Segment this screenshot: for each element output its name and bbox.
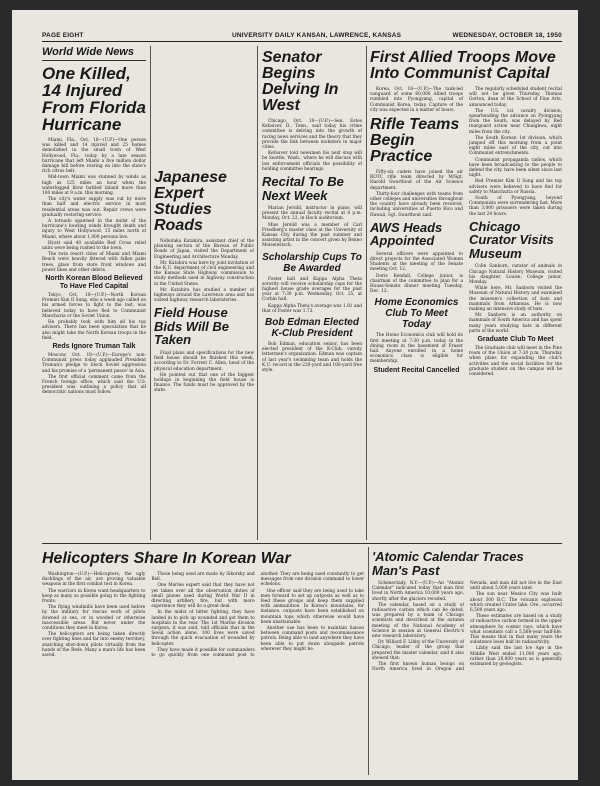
article-paragraph: The calendar, based on a study of radioactive carbon which can be dated, was prepared by a team of Chicago scientists and described at the autumn meeting of the National Academy of Science in session at General Electric's new research laboratory. xyxy=(372,602,464,640)
two-column-body xyxy=(42,572,364,658)
article-paragraph: While here, Mr. Sanborn visited the Museum of Natural History and examined the museum's collection of bats and mammals from Arkansas. He is now making an intensive study of bats. xyxy=(469,286,562,312)
column-allied-troops xyxy=(370,46,562,540)
newspaper-page xyxy=(12,10,578,780)
headline-helicopters: Helicopters Share In Korean War xyxy=(42,550,291,567)
article-paragraph: Dr. Willard F. Libby of the University of Chicago, leader of the group that prepared the master calendar, said it also showed that: xyxy=(372,640,464,661)
article-atomic-calendar xyxy=(372,547,562,775)
article-paragraph: The first official comment came from the French foreign office, which said the U.S. president was outlining a policy that all democratic nations must follow. xyxy=(42,374,146,396)
column-rule xyxy=(257,46,258,540)
article-paragraph: The Graduate club will meet in the Pine room of the Union at 7:30 p.m. Thursday when plans for expanding the club's activities and the social facilities for the graduate student on the campus will be considered. xyxy=(469,346,562,378)
article-paragraph: Chicago, Oct. 18—(U.P.)—Sen. Estes Kefauver, D., Tenn., said today his crime committee is delving into the growth of racing news services and the theory that they provide the link between mobsters in major cities. xyxy=(262,119,362,151)
article-paragraph: The city's water supply was cut by more than half and electric service in most residential areas was out. Repair crews were gradually restoring service. xyxy=(42,197,146,218)
article-paragraph: He probably took with him all his top advisers. There has been speculation that he also might take the North Korean troops in the field. xyxy=(42,320,146,341)
column-japanese-expert xyxy=(154,46,254,540)
article-paragraph: Another use has been to maintain liaison between command posts and reconnaissance patrols. Being able to land anywhere they have been able to put down alongside patrols wherever they might be. xyxy=(260,626,364,652)
headline-graduate-club: Graduate Club To Meet xyxy=(477,336,554,344)
article-paragraph: The U.S. 1st cavalry division, spearheading the advance on Pyongyang from the South, was delayed by Red rearguard action near Chunghwa, eight miles from the city. xyxy=(469,108,562,135)
column-world-news xyxy=(42,46,146,540)
headline-home-ec: Home Economics Club To Meet Today xyxy=(374,297,459,331)
article-paragraph: Fifty-six cadets have joined the air ROTC rifle team directed by M/Sgt. Harold Swarthout of the Air Science department. xyxy=(370,170,463,191)
column-rule xyxy=(368,547,369,775)
headline-rifle-teams: Rifle Teams Begin Practice xyxy=(370,116,460,166)
page-number: PAGE EIGHT xyxy=(42,32,84,39)
article-paragraph: Mr. Katahira has studied a number of highways around the Lawrence area and has visited highway research laboratories. xyxy=(154,287,254,304)
article-paragraph: Final plans and specifications for the new field house should be finished this week, according to Dr. Forrest C. Allen, head of the physical education department. xyxy=(154,350,254,372)
article-paragraph: Foster hall and Kappa Alpha Theta sorority will receive scholarship cups for the highest house grade averages for the past year at 7:30 p.m. Wednesday, Oct. 25, at Corbin hall. xyxy=(262,276,362,303)
headline-scholarship: Scholarship Cups To Be Awarded xyxy=(262,251,362,274)
article-paragraph: Miss Jersild was a member of Carl Friedberg's master class at the University of Kansas City during the past summer and assisting artist in the concert given by Benno Moiseiwitsch. xyxy=(262,222,362,249)
article-paragraph: Kappa Alpha Theta's average was 1.81 and that of Foster was 1.73. xyxy=(262,303,362,314)
article-paragraph: Tokyo, Oct. 18—(U.P.)—North Korean Premier Kim Il Sung, who a week ago called on his armed forces to fight to the last, was believed today to have fled to Communist Manchuria or the Soviet Union. xyxy=(42,293,146,319)
article-paragraph: One officer said they are being used to take men forward to set up outposts as well as to feed these groups and keep them supplied with ammunition. In Korea's mountains, for instance, outposts have been established on mountain tops which otherwise would have been unattainable. xyxy=(260,588,364,625)
column-rule xyxy=(150,46,151,540)
headline-japanese-expert: Japanese Expert Studies Roads xyxy=(154,169,227,234)
article-paragraph: In the midst of bitter fighting, they have landed in to pick up wounded and got them to hospitals in the rear. The 1st Marine division surgeon, it was said, told officials that in the Seoul action alone, 100 lives were saved through the quick evacuation of wounded by helicopter. xyxy=(151,610,255,647)
section-label: World Wide News xyxy=(42,46,146,61)
headline-field-house: Field House Bids Will Be Taken xyxy=(154,305,230,348)
article-paragraph: The helicopters are being taken directly over fighting lines and far into enemy territory, snatching shot-down pilots virtually from the hands of the Reds. Many a man's life has been saved. xyxy=(42,632,146,659)
article-paragraph: Those being used are made by Sikorsky and Bell. xyxy=(151,572,255,583)
article-paragraph: The first known human beings on North America lived in Oregon and Nevada, and man did not live in the East until about 5,000 years later. xyxy=(372,581,562,673)
article-paragraph: Thirty-four challenges with teams from other colleges and universities throughout the country have already been received, including universities at Puerto Rico and Hawaii, Sgt. Swarthout said. xyxy=(370,191,463,218)
headline-chicago-curator: Chicago Curator Visits Museum xyxy=(469,218,554,261)
headline-student-recital: Student Recital Cancelled xyxy=(373,366,460,374)
article-paragraph: Bob Edman, education senior, has been elected president of the K-Club, varsity lettermen's organization. Edman was captain of last year's swimming team and holds the K.U. record in the 220-yard and 100-yard free style. xyxy=(262,342,362,374)
newspaper-name: UNIVERSITY DAILY KANSAN, LAWRENCE, KANSAS xyxy=(232,32,402,39)
headline-hurricane: One Killed, 14 Injured From Florida Hurricane xyxy=(42,64,146,134)
article-paragraph: Nobutaka Katahira, assistant chief of the planning section of the Bureau of Public Roads of Japan, visited the Department of Engineering and Architecture Monday. xyxy=(154,239,254,260)
article-paragraph: Mr. Sanborn is an authority on mammals of South America and has spent many years studying bats in different parts of the world. xyxy=(469,313,562,334)
article-paragraph: Libby said the last Ice Age in the Middle West ended 11,000 years ago, rather than 20,000 years as is generally estimated by geologists. xyxy=(470,646,562,668)
headline-aws: AWS Heads Appointed xyxy=(370,219,443,249)
article-paragraph: The Home Economics club will hold its first meeting at 7:30 p.m. today in the dining room in the basement of Fraser hall. Anyone enrolled in a home economics class is eligible for membership. xyxy=(370,333,463,365)
column-gap xyxy=(154,46,254,166)
horizontal-rule xyxy=(42,543,562,544)
article-paragraph: Red Premier Kim Il Sung and his top advisers were believed to have fled for safety to Manchuria or Russia. xyxy=(469,179,562,195)
article-paragraph: A tornado spawned in the midst of the hurricane's howling winds brought death and injury to West Hollywood, 15 miles north of Miami, where about 1,000 persons live. xyxy=(42,219,146,240)
article-paragraph: The flying windmills have been used before by the military for rescue work of pilots downed at sea, or in wooded or otherwise inaccessible areas. But never under the conditions they meet in Korea. xyxy=(42,605,146,632)
article-paragraph: Hyatt said 40 available Red Cross relief units were being rushed to the town. xyxy=(42,240,146,252)
article-paragraph: The warriors in Korea want headquarters to keep as many as possible going to the fighting fronts. xyxy=(42,588,146,605)
article-paragraph: Mid-town Miami was stunned by winds as high as 125 miles an hour when the waterlogged blow battled inland more than 100 miles at 9 a.m. this morning. xyxy=(42,175,146,197)
article-paragraph: Communist propaganda radios, which have been broadcasting to the people to defend the city, have been silent since last night. xyxy=(469,157,562,179)
article-paragraph: One Marine expert said that they have not yet taken over all the observation duties of small planes used during World War II in directing artillery fire, but with more experience they will do a great deal. xyxy=(151,583,255,610)
article-paragraph: Washington—(U.P.)—Helicopters, the ugly ducklings of the air, are proving valuable weapons in the first combat test in Korea. xyxy=(42,572,146,588)
article-paragraph: Marian Jersild, instructor in piano, will present the annual faculty recital at 8 p.m. Monday, Oct. 23, in Hoch auditorium. xyxy=(262,206,362,222)
headline-senator: Senator Begins Delving In West xyxy=(262,49,339,114)
article-paragraph: He pointed out that one of the biggest holdups in beginning the field house is finance. The funds must be approved by the state. xyxy=(154,372,254,394)
article-paragraph: The twin resort cities of Miami and Miami Beach were heavily littered with fallen palm trees, glass from store front windows and power lines and other debris. xyxy=(42,252,146,273)
headline-kclub: Bob Edman Elected K-Club President xyxy=(265,317,359,340)
two-column-body xyxy=(370,87,562,377)
article-paragraph: Several officers were appointed to direct projects for the Associated Women Students at the meeting of the Senate meeting Oct. 12. xyxy=(370,251,463,273)
subheadline-korean: North Korean Blood Believed To Have Fled Capital xyxy=(45,275,143,291)
article-paragraph: The South Korean 1st division, which jumped off this morning from a point eight miles east of the city, cut into Communist entrenchments. xyxy=(469,135,562,157)
issue-date: WEDNESDAY, OCTOBER 18, 1950 xyxy=(452,32,562,39)
article-paragraph: South of Pyongyang, beyond Communists were surrendering fast. More than 3,000 prisoners were taken during the last 24 hours. xyxy=(469,196,562,217)
two-column-body xyxy=(372,581,562,672)
article-paragraph: Schenectady, N.Y.—(U.P.)—An "Atomic Calendar" indicated today that man first lived in North America 10,000 years ago, shortly after the glaciers receded. xyxy=(372,581,464,602)
column-rule xyxy=(366,46,367,540)
headline-allied-troops: First Allied Troops Move Into Communist Capital xyxy=(370,49,556,82)
masthead xyxy=(42,30,562,42)
headline-atomic-calendar: 'Atomic Calendar Traces Man's Past xyxy=(372,549,524,578)
article-paragraph: Moscow, Oct. 18—(U.P.)—Europe's non-Communist press today applauded President Truman's pledge to block Soviet aggression and his promise of a 'permanent peace' in Asia. xyxy=(42,352,146,374)
article-paragraph: Miami, Fla., Oct. 18—(U.P.)—One person was killed and 14 injured and 25 homes demolished in the small town of West Hollywood, Fla., today by a late season hurricane that left Miami a five million dollar damage bill before roaring on into the state's rich citrus belt. xyxy=(42,138,146,175)
article-paragraph: The regularly scheduled student recital will not be given Thursday, Thomas Gorton, dean of the School of Fine Arts, announced today. xyxy=(469,87,562,108)
subheadline-truman: Reds Ignore Truman Talk xyxy=(52,342,136,350)
article-paragraph: Doris Kendall, College junior, is chairman of the committee to plan for a House-Senate dinner meeting Tuesday, Dec. 12. xyxy=(370,273,463,295)
column-senator xyxy=(262,46,362,540)
article-paragraph: Mr. Katahira was here by joint invitation of the K.U. department of civil engineering and the Kansas State Highway commission to study methods used in highway construction in the United States. xyxy=(154,260,254,287)
headline-recital: Recital To Be Next Week xyxy=(262,174,344,203)
article-paragraph: They have made it possible for commanders to go quickly from one command post to another. They are being used constantly to get messages from one division command to lower echelons. xyxy=(151,572,364,659)
article-paragraph: Colin Sanborn, curator of animals in Chicago Natural History Museum, visited his daughter, Louise, College junior, Monday. xyxy=(469,264,562,285)
article-paragraph: These estimates are based on a study of radioactive carbon formed in the upper atmosphere by cosmic rays, which have what scientists call a 5,568-year half-life. This means that in that many years the substance loses half its radioactivity. xyxy=(470,614,562,646)
article-helicopters xyxy=(42,547,364,775)
article-paragraph: Korea, Oct. 18—(U.P.)—The tank-led vanguard of some 60,000 Allied troops rumbled into Pyongyang, capital of Communist Korea, today. Capture of the city was expected in a matter of hours. xyxy=(370,87,463,113)
article-paragraph: The sun near Mexico City was built about 300 B.C. The volcanic explosion which created Crater lake, Ore., occurred 6,500 years ago. xyxy=(470,592,562,614)
article-paragraph: Kefauver told newsmen his next stop will be Seattle, Wash., where he will discuss with law enforcement officials the possibility of holding committee hearings. xyxy=(262,151,362,172)
